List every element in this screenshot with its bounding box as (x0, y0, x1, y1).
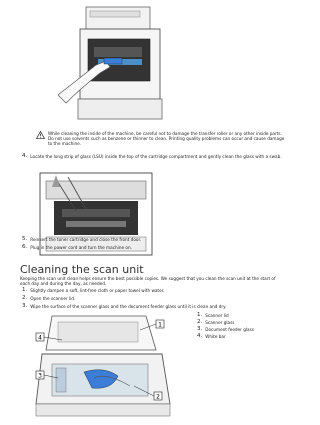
step-text: Plug in the power cord and turn the machine on. (30, 245, 132, 250)
step-text: Wipe the surface of the scanner glass and the document feeder glass until it is clean and dry. (30, 304, 227, 309)
parts-legend (197, 310, 254, 340)
callout-1: 1 (158, 321, 162, 329)
legend-number: 1. (197, 312, 203, 318)
scan-unit-illustration (34, 312, 174, 420)
scan-step-1 (22, 288, 164, 294)
legend-item (197, 312, 254, 319)
scan-step-2 (22, 296, 75, 302)
step-text: Slightly dampen a soft, lint-free cloth or paper towel with water. (30, 288, 165, 293)
step-text: Locate the long strip of glass (LSU) inside the top of the cartridge compartment and gently clean the glass with a swab. (30, 154, 282, 159)
legend-number: 3. (197, 326, 203, 332)
callout-3: 3 (38, 372, 42, 380)
step-text: Reinsert the toner cartridge and close the front door. (30, 237, 142, 242)
scan-step-3 (22, 304, 226, 310)
warning-text: While cleaning the inside of the machine, be careful not to damage the transfer roller or any other inside parts. Do not use solvents such as benzene or thinner to clean. Printing quality problems can occur and cause damage to the machine. (48, 131, 285, 147)
step-number: 5. (22, 236, 28, 242)
warning-note (36, 131, 286, 147)
step-6 (22, 245, 132, 251)
step-4 (22, 154, 284, 160)
legend-label: Document feeder glass (205, 327, 254, 332)
step-number: 4. (22, 153, 28, 159)
step-number: 3. (22, 303, 28, 309)
legend-label: Scanner lid (205, 313, 229, 318)
step-number: 2. (22, 295, 28, 301)
legend-label: White bar (205, 334, 226, 339)
step-number: 1. (22, 287, 28, 293)
section-title: Cleaning the scan unit (20, 263, 144, 276)
callout-4: 4 (38, 334, 42, 342)
legend-number: 2. (197, 319, 203, 325)
warning-triangle-icon (36, 131, 45, 139)
legend-number: 4. (197, 333, 203, 339)
legend-item (197, 333, 254, 340)
callout-2: 2 (156, 393, 160, 401)
printer-cleaning-illustration (58, 3, 176, 127)
legend-item (197, 319, 254, 326)
step-number: 6. (22, 244, 28, 250)
section-intro: Keeping the scan unit clean helps ensure the best possible copies. We suggest that you clean the scan unit at the start of each day and during the day, as needed. (20, 276, 276, 287)
legend-item (197, 326, 254, 333)
step-text: Open the scanner lid. (30, 296, 76, 301)
step-5 (22, 237, 141, 243)
legend-label: Scanner glass (205, 320, 235, 325)
